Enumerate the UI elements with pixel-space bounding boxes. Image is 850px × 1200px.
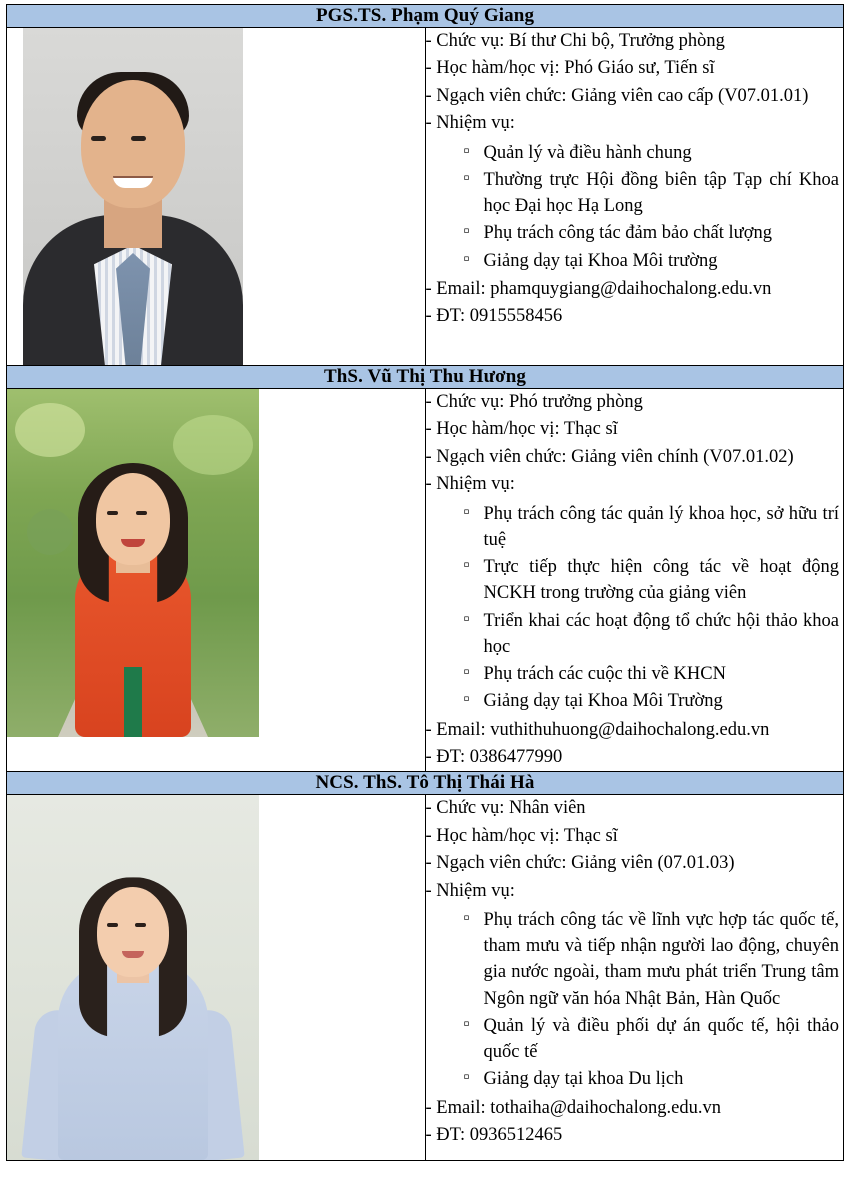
table-row [7, 28, 844, 366]
table-row [7, 389, 844, 772]
list-item: ▫ Giảng dạy tại Khoa Môi Trường [484, 688, 844, 714]
list-item: ▫ Giảng dạy tại Khoa Môi trường [484, 248, 844, 274]
person-info-cell-3 [425, 795, 844, 1161]
person-name-2: ThS. Vũ Thị Thu Hương [7, 366, 844, 389]
face-shape [97, 887, 169, 977]
eye-right [136, 511, 147, 515]
person-duties-list-1 [426, 140, 844, 274]
eye-right [135, 923, 146, 927]
person-degree-1: - Học hàm/học vị: Phó Giáo sư, Tiến sĩ [425, 58, 715, 79]
person-photo-cell-2 [7, 389, 426, 772]
eye-left [107, 511, 118, 515]
foliage-shape [15, 403, 85, 457]
table-row-name-header [7, 5, 844, 28]
eye-left [91, 136, 106, 141]
list-item: ▫ Quản lý và điều phối dự án quốc tế, hội thảo quốc tế [484, 1013, 844, 1066]
person-duties-label-2: - Nhiệm vụ: [425, 474, 515, 495]
person-position-1: - Chức vụ: Bí thư Chi bộ, Trưởng phòng [425, 31, 725, 51]
person-email-3: - Email: tothaiha@daihochalong.edu.vn [425, 1097, 721, 1118]
list-item: ▫ Quản lý và điều hành chung [484, 140, 844, 166]
foliage-shape [27, 509, 73, 555]
table-row [7, 795, 844, 1161]
list-item: ▫ Thường trực Hội đồng biên tập Tạp chí Khoa học Đại học Hạ Long [484, 167, 844, 220]
list-item: ▫ Triển khai các hoạt động tổ chức hội thảo khoa học [484, 608, 844, 661]
person-name-3: NCS. ThS. Tô Thị Thái Hà [7, 772, 844, 795]
table-row-name-header [7, 366, 844, 389]
eye-left [107, 923, 118, 927]
person-info-cell-1 [425, 28, 844, 366]
table-row-name-header [7, 772, 844, 795]
portrait-photo-2 [7, 389, 259, 737]
person-duties-list-3 [426, 907, 844, 1093]
mouth-shape [113, 176, 153, 188]
list-item: ▫ Phụ trách công tác về lĩnh vực hợp tác quốc tế, tham mưu và tiếp nhận người lao động, chuyên gia nước ngoài, tham mưu phát triển Trung tâm Ngôn ngữ văn hóa Nhật Bản, Hàn Quốc [484, 907, 844, 1012]
person-email-2: - Email: vuthithuhuong@daihochalong.edu.vn [425, 719, 770, 740]
list-item: ▫ Giảng dạy tại khoa Du lịch [484, 1066, 844, 1092]
person-rank-1: - Ngạch viên chức: Giảng viên cao cấp (V07.01.01) [425, 85, 809, 106]
staff-table [6, 4, 844, 1161]
person-position-3: - Chức vụ: Nhân viên [425, 798, 586, 819]
list-item: ▫ Phụ trách công tác quản lý khoa học, sở hữu trí tuệ [484, 501, 844, 554]
person-info-cell-2 [425, 389, 844, 772]
list-item: ▫ Trực tiếp thực hiện công tác về hoạt động NCKH trong trường của giảng viên [484, 554, 844, 607]
person-rank-3: - Ngạch viên chức: Giảng viên (07.01.03) [425, 853, 735, 874]
portrait-photo-1 [7, 28, 259, 365]
person-phone-2: - ĐT: 0386477990 [425, 747, 563, 767]
portrait-photo-3 [7, 795, 259, 1160]
person-email-1: - Email: phamquygiang@daihochalong.edu.vn [425, 278, 772, 299]
person-name-1: PGS.TS. Phạm Quý Giang [7, 5, 844, 28]
face-shape [96, 473, 170, 565]
person-photo-cell-3 [7, 795, 426, 1161]
person-degree-3: - Học hàm/học vị: Thạc sĩ [425, 825, 618, 846]
list-item: ▫ Phụ trách các cuộc thi về KHCN [484, 661, 844, 687]
person-duties-list-2 [426, 501, 844, 715]
person-phone-1: - ĐT: 0915558456 [425, 306, 563, 327]
face-shape [81, 80, 185, 208]
mouth-shape [122, 951, 144, 958]
person-duties-label-1: - Nhiệm vụ: [425, 113, 515, 134]
list-item: ▫ Phụ trách công tác đảm bảo chất lượng [484, 220, 844, 246]
person-phone-3: - ĐT: 0936512465 [425, 1125, 563, 1146]
ao-dai-slit [124, 667, 142, 737]
person-duties-label-3: - Nhiệm vụ: [425, 880, 515, 901]
person-position-2: - Chức vụ: Phó trưởng phòng [425, 392, 643, 412]
eye-right [131, 136, 146, 141]
person-rank-2: - Ngạch viên chức: Giảng viên chính (V07.01.02) [425, 446, 794, 467]
person-photo-cell-1 [7, 28, 426, 366]
foliage-shape [173, 415, 253, 475]
person-degree-2: - Học hàm/học vị: Thạc sĩ [425, 419, 618, 440]
